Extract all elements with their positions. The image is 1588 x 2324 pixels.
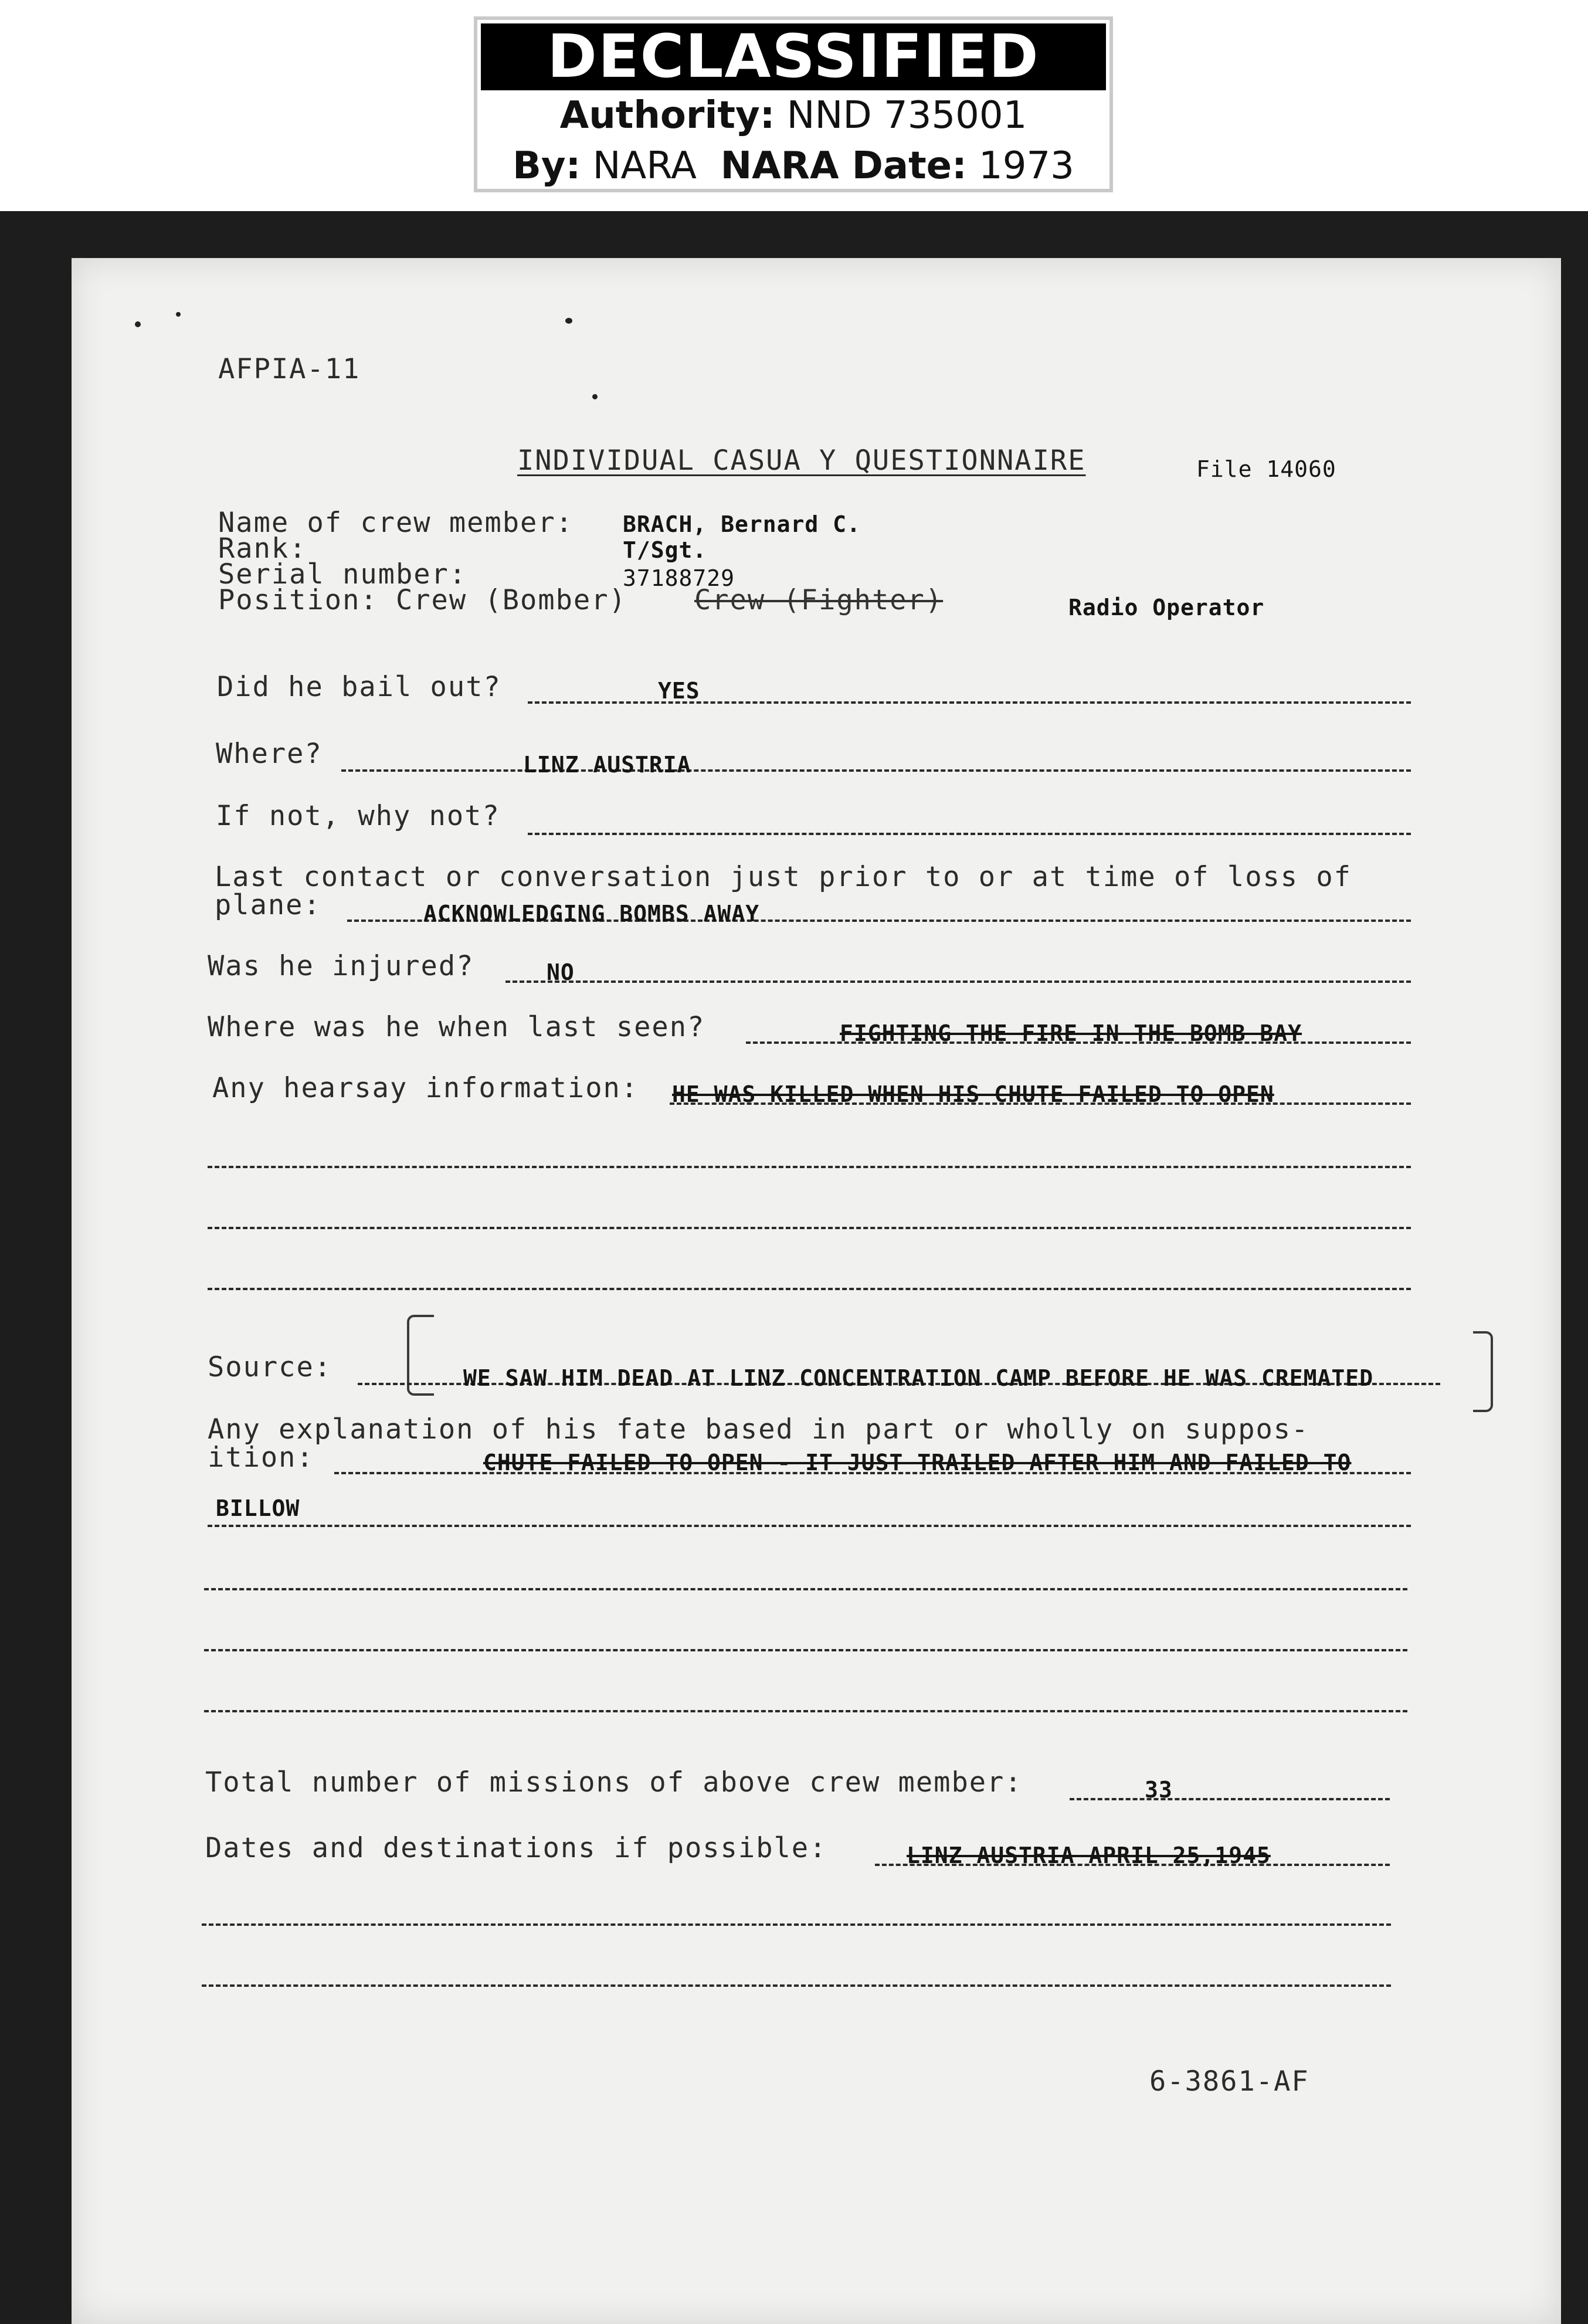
last-seen-label: Where was he when last seen?	[208, 1011, 705, 1043]
if-not-rule	[528, 833, 1411, 835]
rank-label: Rank:	[218, 532, 307, 565]
hearsay-label: Any hearsay information:	[212, 1072, 639, 1104]
blank-rule	[204, 1649, 1407, 1651]
form-title: INDIVIDUAL CASUA Y QUESTIONNAIRE	[517, 445, 1086, 477]
where-label: Where?	[216, 738, 323, 770]
bail-out-value: YES	[658, 678, 700, 704]
last-contact-value: ACKNOWLEDGING BOMBS AWAY	[423, 901, 760, 927]
position-label: Position: Crew (Bomber)	[218, 584, 627, 616]
dust-speck	[565, 318, 572, 324]
stamp-by-label: By:	[513, 144, 581, 188]
name-label: Name of crew member:	[218, 507, 574, 539]
explanation-label-line1: Any explanation of his fate based in part or wholly on suppos-	[208, 1413, 1309, 1446]
blank-rule	[204, 1710, 1407, 1712]
dates-value: LINZ AUSTRIA APRIL 25,1945	[907, 1843, 1271, 1868]
where-value: LINZ AUSTRIA	[523, 752, 691, 778]
injured-value: NO	[547, 959, 575, 985]
blank-rule	[208, 1166, 1411, 1168]
blank-rule	[208, 1227, 1411, 1229]
serial-value: 37188729	[623, 565, 735, 591]
injured-rule	[505, 981, 1411, 983]
stamp-title: DECLASSIFIED	[481, 23, 1106, 90]
missions-value: 33	[1145, 1777, 1173, 1803]
blank-rule	[202, 1984, 1391, 1987]
stamp-by	[477, 141, 1109, 191]
blank-rule	[208, 1288, 1411, 1290]
bail-out-label: Did he bail out?	[217, 671, 501, 703]
where-rule	[341, 769, 1411, 772]
hearsay-value: HE WAS KILLED WHEN HIS CHUTE FAILED TO OPEN	[672, 1081, 1274, 1107]
stamp-by-value: NARA	[592, 144, 697, 188]
missions-rule	[1070, 1798, 1390, 1800]
declassified-stamp	[474, 16, 1113, 192]
stamp-authority	[477, 90, 1109, 141]
injured-label: Was he injured?	[208, 950, 474, 982]
position-value: Radio Operator	[1068, 595, 1265, 620]
stamp-date-value: 1973	[979, 144, 1074, 188]
dates-label: Dates and destinations if possible:	[205, 1832, 827, 1864]
missions-label: Total number of missions of above crew member:	[205, 1766, 1023, 1799]
if-not-label: If not, why not?	[216, 800, 500, 832]
source-bracket-right	[1473, 1331, 1493, 1412]
stamp-authority-value: NND 735001	[786, 94, 1027, 137]
dust-speck	[135, 321, 141, 327]
stamp-date-label: NARA Date:	[720, 144, 967, 188]
rank-value: T/Sgt.	[623, 537, 707, 563]
last-contact-label-line2: plane:	[215, 889, 321, 921]
blank-rule	[202, 1923, 1391, 1926]
last-seen-value: FIGHTING THE FIRE IN THE BOMB BAY	[840, 1020, 1302, 1046]
explanation-value-line1: CHUTE FAILED TO OPEN - IT JUST TRAILED AFTER HIM AND FAILED TO	[483, 1450, 1352, 1475]
dust-speck	[592, 394, 598, 399]
stamp-authority-label: Authority:	[559, 94, 775, 137]
name-value: BRACH, Bernard C.	[623, 511, 861, 537]
file-number: File 14060	[1196, 456, 1336, 482]
form-code: AFPIA-11	[218, 353, 361, 385]
blank-rule	[204, 1588, 1407, 1590]
source-value: WE SAW HIM DEAD AT LINZ CONCENTRATION CAMP BEFORE HE WAS CREMATED	[463, 1365, 1374, 1391]
explanation-value-line2: BILLOW	[216, 1495, 300, 1521]
explanation-label-line2: ition:	[208, 1441, 314, 1474]
position-struck-option: Crew (Fighter)	[694, 584, 944, 616]
questionnaire-paper	[72, 258, 1561, 2324]
explanation-rule	[208, 1525, 1411, 1527]
last-contact-label-line1: Last contact or conversation just prior to or at time of loss of	[215, 861, 1352, 893]
source-label: Source:	[208, 1351, 332, 1383]
dust-speck	[176, 312, 181, 317]
footer-form-code: 6-3861-AF	[1149, 2065, 1309, 2098]
serial-label: Serial number:	[218, 558, 467, 591]
